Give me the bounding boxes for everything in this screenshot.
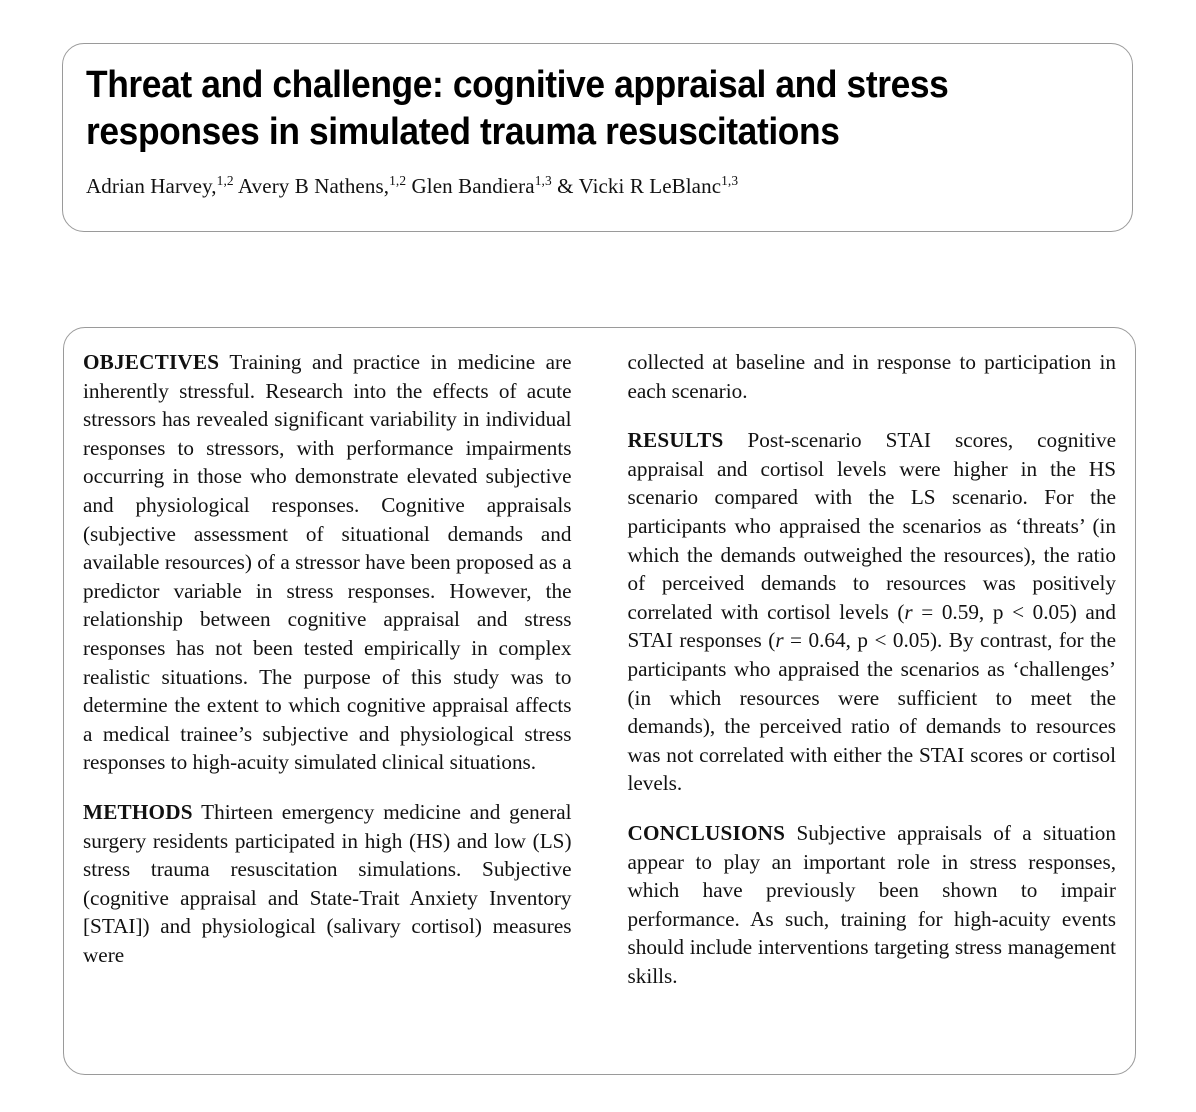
section-heading-objectives: OBJECTIVES: [83, 350, 220, 374]
title-card-inner: [86, 62, 1112, 199]
author-list: [86, 156, 1112, 199]
abstract-left-column: [83, 348, 572, 1060]
section-body-methods: Thirteen emergency medicine and general surgery residents participated in high (HS) and low (LS) stress trauma resuscitation simulations. Subjective (cognitive appraisal and State-Trait Anxiety Inventory [STAI]) and physiological (salivary cortisol) measures were: [83, 799, 572, 967]
abstract-section-objectives: [83, 348, 572, 777]
section-heading-results: RESULTS: [627, 428, 724, 453]
author-name-4: & Vicki R LeBlanc: [557, 174, 722, 198]
page-title: Threat and challenge: cognitive appraisal and stress responses in simulated trauma resuscitations: [86, 64, 949, 153]
abstract-section-methods: [83, 798, 572, 970]
author-name-3: Glen Bandiera: [411, 174, 535, 198]
statistic-variable-r-2: r: [775, 628, 784, 653]
section-heading-methods: METHODS: [83, 799, 193, 824]
abstract-section-results: [628, 426, 1117, 798]
abstract-section-conclusions: [628, 819, 1117, 991]
section-body-methods-continued: collected at baseline and in response to participation in each scenario.: [627, 350, 1116, 403]
author-affiliation-3: 1,3: [534, 173, 552, 188]
section-body-objectives: Training and practice in medicine are inherently stressful. Research into the effects of acute stressors has revealed significant variability in individual responses to stressors, with performance impairments occurring in those who demonstrate elevated subjective and physiological responses. Cognitive appraisals (subjective assessment of situational demands and available resources) of a stressor have been proposed as a predictor variable in stress responses. However, the relationship between cognitive appraisal and stress responses has not been tested empirically in complex realistic situations. The purpose of this study was to determine the extent to which cognitive appraisal affects a medical trainee’s subjective and physiological stress responses to high-acuity simulated clinical situations.: [83, 350, 572, 775]
abstract-two-column-layout: [69, 348, 1130, 1060]
statistic-value-2: = 0.64, p < 0.05). By contrast, for the participants who appraised the scenarios as ‘challenges’ (in which resources were sufficient to meet the demands), the perceived ratio of demands to resources was not correlated with either the STAI scores or cortisol levels.: [627, 628, 1116, 796]
title-card: [62, 43, 1133, 232]
section-body-results-part1: Post-scenario STAI scores, cognitive appraisal and cortisol levels were higher in the HS scenario compared with the LS scenario. For the participants who appraised the scenarios as ‘threats’ (in which the demands outweighed the resources), the ratio of perceived demands to resources was positively correlated with cortisol levels (: [627, 428, 1116, 624]
author-name-2: Avery B Nathens,: [237, 174, 390, 198]
abstract-section-methods-continued: [628, 348, 1117, 405]
section-body-conclusions: Subjective appraisals of a situation appear to play an important role in stress responses, which have previously been shown to impair performance. As such, training for high-acuity events should include interventions targeting stress management skills.: [627, 820, 1116, 988]
statistic-variable-r-1: r: [904, 599, 913, 624]
author-name-1: Adrian Harvey,: [86, 174, 217, 198]
author-affiliation-4: 1,3: [721, 173, 739, 188]
section-heading-conclusions: CONCLUSIONS: [627, 820, 786, 845]
author-affiliation-1: 1,2: [216, 173, 234, 188]
abstract-card: [63, 327, 1136, 1075]
abstract-right-column: [628, 348, 1117, 1060]
author-affiliation-2: 1,2: [389, 173, 407, 188]
statistic-value-1: = 0.59, p < 0.05) and STAI responses (: [627, 599, 1116, 653]
